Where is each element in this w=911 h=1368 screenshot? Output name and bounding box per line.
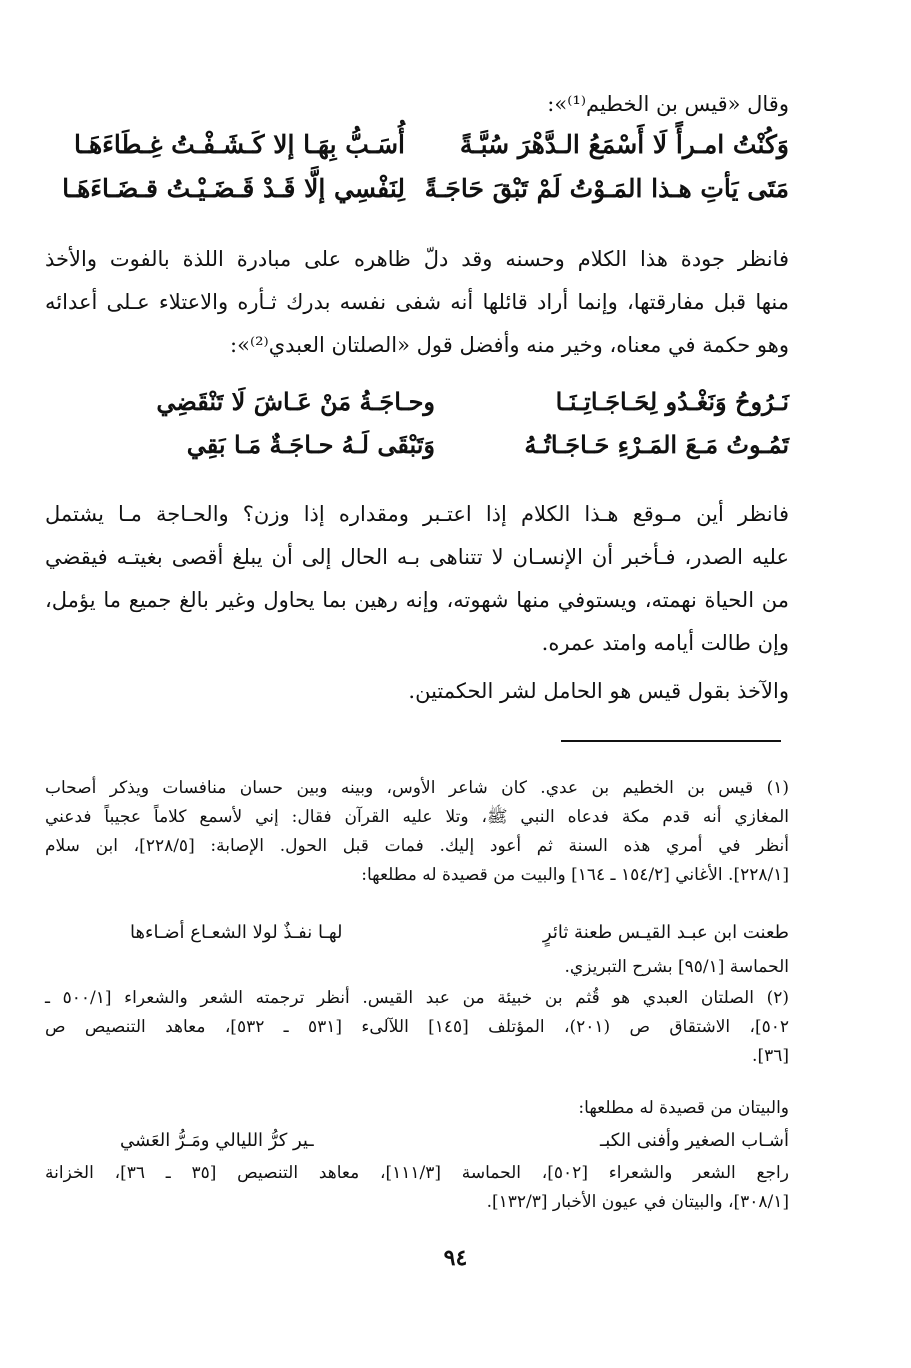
footnote-1-source: الحماسة [٩٥/١] بشرح التبريزي.: [564, 957, 789, 977]
footnote-2-verse-right: أشـاب الصغير وأفنى الكبـ: [600, 1130, 789, 1151]
footnote-1-verse-left: لهـا نفـذٌ لولا الشعـاع أضـاءها: [130, 922, 343, 943]
paragraph-2-line: عليه الصدر، فـأخبر أن الإنسـان لا تتناهى بـه الحال إلى أن يبلغ أقصى بغيتـه فيقضي: [45, 545, 789, 569]
verse-2-hemistich-a-left: وحـاجَـةُ مَنْ عَـاشَ لَا تَنْقَضِي: [156, 387, 435, 416]
paragraph-1: [45, 247, 789, 376]
footnote-1-line: (١) قيس بن الخطيم بن عدي. كان شاعر الأوس، وبينه وبين حسان منافسات ويذكر أصحاب: [45, 778, 789, 798]
footnote-1-line: [٢٢٨/١]. الأغاني [١٥٤/٢ ـ ١٦٤] والبيت من قصيدة له مطلعها:: [361, 865, 789, 885]
footnote-2-intro: والبيتان من قصيدة له مطلعها:: [578, 1098, 789, 1118]
paragraph-2-line: فانظر أين مـوقع هـذا الكلام إذا اعتـبر ومقداره إذا وزن؟ والحـاجة مـا يشتمل: [45, 502, 789, 526]
footnote-1-line: أنظر في أمري هذه السنة ثم أعود إليك. فمات قبل الحول. الإصابة: [٢٢٨/٥]، ابن سلام: [45, 836, 789, 856]
footnote-1-verse-right: طعنت ابن عبـد القيـس طعنة ثائرٍ: [542, 922, 789, 943]
paragraph-1-line: فانظر جودة هذا الكلام وحسنه وقد دلّ ظاهره على مبادرة اللذة بالفوت والأخذ: [45, 247, 789, 271]
footnotes: [45, 780, 789, 896]
footnote-2-verse-left: ـير كرُّ الليالي ومَـرُّ العَشي: [120, 1130, 314, 1151]
footnote-2-sources: [45, 1165, 789, 1223]
footnote-1-line: المغازي أنه قدم مكة فدعاه النبي ﷺ، وتلا عليه القرآن فقال: إني لأسمع كلاماً عجيباً فدعني: [45, 807, 789, 827]
paragraph-2-line: من الحياة نهمته، ويستوفي منها شهوته، وإنه رهين بما يحاول وغير بالغ جميع ما يؤمل،: [45, 588, 789, 612]
footnote-2-source-line: [٣٠٨/١]، والبيتان في عيون الأخبار [١٣٢/٣].: [486, 1192, 789, 1212]
verse-2-hemistich-b-left: وَتَبْقَى لَـهُ حـاجَـةٌ مَـا بَقِي: [186, 430, 435, 459]
footnote-2-line: [٣٦].: [752, 1046, 789, 1066]
verse-1-hemistich-b-left: لِنَفْسِي إلَّا قَـدْ قَـضَـيْـتُ قـضَـاءَهَـا: [62, 174, 405, 203]
footnote-2-line: ٥٠٢]، الاشتقاق ص (٢٠١)، المؤتلف [١٤٥] اللآلىء [٥٣١ ـ ٥٣٢]، معاهد التنصيص ص: [45, 1017, 789, 1037]
verse-1-hemistich-a-left: أُسَـبُّ بِهَـا إلا كَـشَـفْـتُ غِـطَاءَهَـا: [74, 130, 405, 159]
footnote-2-line: (٢) الصلتان العبدي هو قُثم بن خبيئة من عبد القيس. أنظر ترجمته الشعر والشعراء [٥٠٠/١ ـ: [45, 988, 789, 1008]
paragraph-1-line: وهو حكمة في معناه، وخير منه وأفضل قول «الصلتان العبدي⁽²⁾»:: [230, 333, 789, 357]
footnote-2: [45, 990, 789, 1077]
paragraph-2-line: وإن طالت أيامه وامتد عمره.: [541, 631, 789, 655]
paragraph-1-line: منها قبل مفارقتها، وإنما أراد قائلها أنه شفى نفسه بدرك ثـأره والاعتلاء عـلى أعدائه: [45, 290, 789, 314]
verse-1-hemistich-b-right: مَتَى يَأتِ هـذا المَـوْتُ لَمْ تَبْقَ حَاجَـةً: [424, 174, 789, 203]
verse-1-hemistich-a-right: وَكُنْتُ امـرأً لَا أَسْمَعُ الـدَّهْرَ سُبَّـةً: [459, 130, 789, 159]
verse-2-hemistich-b-right: تَمُـوتُ مَـعَ المَـرْءِ حَـاجَـاتُـهُ: [524, 430, 789, 459]
page-number: ٩٤: [443, 1245, 468, 1271]
footnote-2-source-line: راجع الشعر والشعراء [٥٠٢]، الحماسة [١١١/٣]، معاهد التنصيص [٣٥ ـ ٣٦]، الخزانة: [45, 1163, 789, 1183]
intro-line: وقال «قيس بن الخطيم⁽¹⁾»:: [547, 92, 789, 116]
paragraph-2: [45, 502, 789, 674]
footnote-divider: [561, 740, 781, 742]
paragraph-3: والآخذ بقول قيس هو الحامل لشر الحكمتين.: [408, 679, 789, 703]
verse-2-hemistich-a-right: نَـرُوحُ وَنَغْـدُو لِحَـاجَـاتِـنَـا: [555, 387, 789, 416]
